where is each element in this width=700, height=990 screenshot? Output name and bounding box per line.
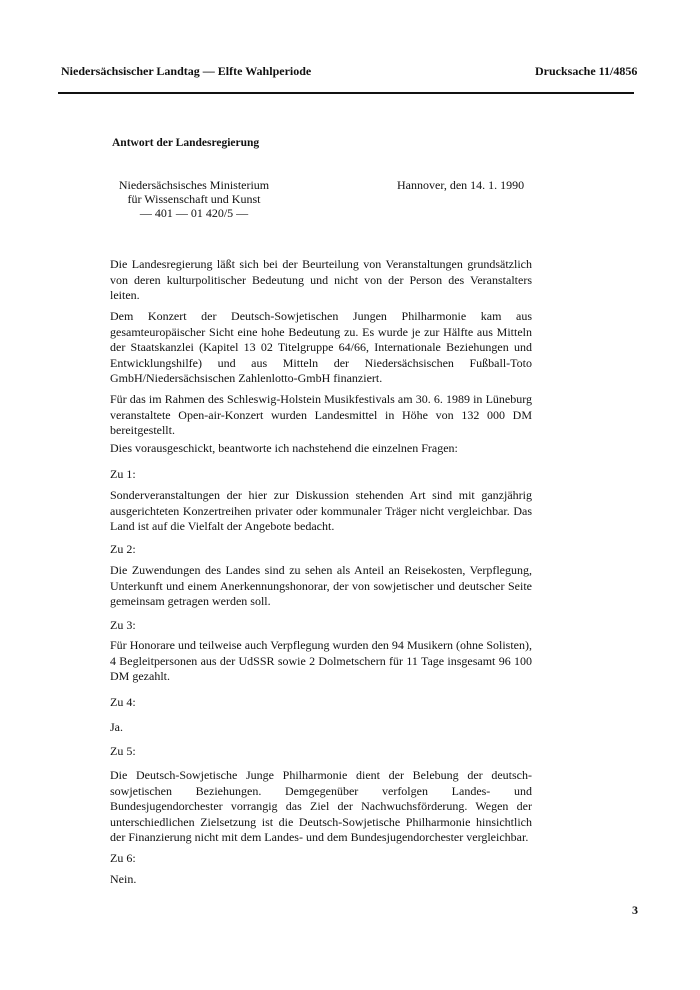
document-date: Hannover, den 14. 1. 1990 <box>397 178 525 192</box>
paragraph-text: Dem Konzert der Deutsch-Sowjetischen Jungen Philharmonie kam aus gesamteuropäischer Sicht eine hohe Bedeutung zu. Es wurde je zur Hälfte aus Mitteln der Staatskanzlei (Kapitel 13 02 Titelgruppe 64/66, Internationale Beziehungen und Entwicklungshilfe) und aus Mitteln der Niedersächsischen Fußball-Toto GmbH/Niedersächsischen Zahlenlotto-GmbH finanziert. <box>110 309 532 385</box>
intro-paragraph <box>110 392 532 439</box>
answer-text <box>110 488 532 535</box>
answer-label: Zu 4: <box>110 695 136 709</box>
ministry-reference: — 401 — 01 420/5 — <box>139 206 249 220</box>
paragraph-text: Die Landesregierung läßt sich bei der Beurteilung von Veranstaltungen grundsätzlich von deren kulturpolitischer Bedeutung und nicht von der Person des Veranstalters leiten. <box>110 257 532 302</box>
paragraph-text: Ja. <box>110 720 123 734</box>
paragraph-text: Dies vorausgeschickt, beantworte ich nachstehend die einzelnen Fragen: <box>110 441 458 455</box>
answer-text <box>110 768 532 846</box>
paragraph-text: Die Deutsch-Sowjetische Junge Philharmonie dient der Belebung der deutsch-sowjetischen Beziehungen. Demgegenüber verfolgen Landes- und Bundesjugendorchester vorrangig das Ziel der Nachwuchsförderung. Wegen der unterschiedlichen Zielsetzung ist die Deutsch-Sowjetische Philharmonie hinsichtlich der Finanzierung nicht mit dem Landes- und dem Bundesjugendorchester vergleichbar. <box>110 768 532 844</box>
paragraph-text: Sonderveranstaltungen der hier zur Diskussion stehenden Art sind mit ganzjährig ausgerichteten Konzertreihen privater oder kommunaler Träger nicht vergleichbar. Das Land ist auf die Vielfalt der Angebote bedacht. <box>110 488 532 533</box>
answer-label: Zu 3: <box>110 618 136 632</box>
answer-label: Zu 5: <box>110 744 136 758</box>
paragraph-text: Nein. <box>110 872 137 886</box>
intro-paragraph <box>110 257 532 304</box>
paragraph-text: Für Honorare und teilweise auch Verpflegung wurden den 94 Musikern (ohne Solisten), 4 Begleitpersonen aus der UdSSR sowie 2 Dolmetschern für 11 Tage insgesamt 96 100 DM gezahlt. <box>110 638 532 683</box>
document-title: Antwort der Landesregierung <box>112 137 260 149</box>
header-rule <box>58 92 634 94</box>
ministry-line: für Wissenschaft und Kunst <box>127 192 261 206</box>
page-number: 3 <box>632 903 638 917</box>
answer-label: Zu 1: <box>110 467 136 481</box>
ministry-block <box>109 178 279 220</box>
paragraph-text: Für das im Rahmen des Schleswig-Holstein Musikfestivals am 30. 6. 1989 in Lüneburg veranstaltete Open-air-Konzert wurden Landesmittel in Höhe von 132 000 DM bereitgestellt. <box>110 392 532 437</box>
intro-paragraph <box>110 441 532 457</box>
answer-text <box>110 638 532 685</box>
ministry-line: Niedersächsisches Ministerium <box>118 178 270 192</box>
answer-text <box>110 872 532 888</box>
document-number: Drucksache 11/4856 <box>535 64 638 78</box>
header-title: Niedersächsischer Landtag — Elfte Wahlperiode <box>61 64 312 78</box>
answer-text <box>110 720 532 736</box>
paragraph-text: Die Zuwendungen des Landes sind zu sehen als Anteil an Reisekosten, Verpflegung, Unterkunft und einem Anerkennungshonorar, der von sowjetischer und deutscher Seite gemeinsam getragen werden soll. <box>110 563 532 608</box>
answer-text <box>110 563 532 610</box>
answer-label: Zu 2: <box>110 542 136 556</box>
answer-label: Zu 6: <box>110 851 136 865</box>
intro-paragraph <box>110 309 532 387</box>
